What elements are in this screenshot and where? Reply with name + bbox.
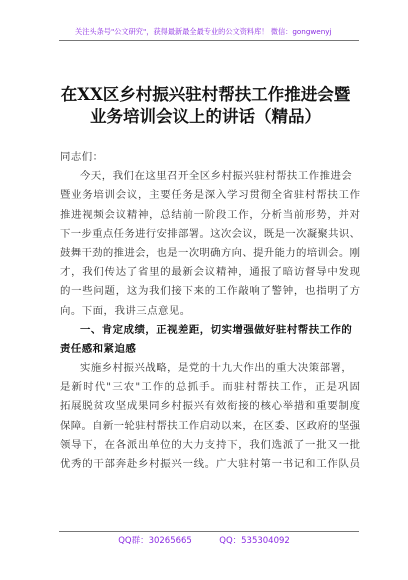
body-line: 实施乡村振兴战略，是党的十九大作出的重大决策部署， [80,362,353,375]
title-line-1: 在XX区乡村振兴驻村帮扶工作推进会暨 [60,85,351,104]
title-line-2: 业务培训会议上的讲话（精品） [90,107,321,126]
document-title [48,84,363,128]
body-line: 暨业务培训会议，主要任务是深入学习贯彻全省驻村帮扶工作 [60,189,360,202]
header-banner: 关注头条号"公文研究"，获得最新最全最专业的公文资料库！ 微信：gongwenyj [75,27,332,36]
footer-divider [59,531,359,532]
body-line: 拓展脱贫攻坚成果同乡村振兴有效衔接的核心举措和重要制度 [60,400,360,413]
body-line: 是新时代"三农"工作的总抓手。而驻村帮扶工作，正是巩固 [60,381,360,394]
salutation: 同志们： [60,151,104,163]
body-line: 鼓舞干劲的推进会，也是一次明确方向、提升能力的培训会。刚 [60,246,360,259]
footer-qq-group: QQ群：30265665 [118,536,192,546]
body-line: 今天，我们在这里召开全区乡村振兴驻村帮扶工作推进会 [80,170,353,183]
section-heading: 责任感和紧迫感 [60,342,137,355]
body-line: 的一些问题，这为我们接下来的工作敲响了警钟，也指明了方 [60,285,360,298]
section-heading: 一、肯定成绩，正视差距，切实增强做好驻村帮扶工作的 [80,323,353,336]
body-line: 下一步重点任务进行安排部署。这次会议，既是一次凝聚共识、 [60,227,360,240]
body-line: 领导下，在各派出单位的大力支持下，我们选派了一批又一批 [60,438,360,451]
body-line: 才，我们传达了省里的最新会议精神，通报了暗访督导中发现 [60,266,360,279]
header-divider [59,40,359,41]
document-body [60,148,360,474]
body-line: 保障。自新一轮驻村帮扶工作启动以来，在区委、区政府的坚强 [60,419,360,432]
body-line: 推进视频会议精神，总结前一阶段工作，分析当前形势，并对 [60,208,360,221]
body-line: 向。下面，我讲三点意见。 [60,304,191,317]
footer-qq: QQ：535304092 [219,536,290,546]
footer [0,534,408,546]
body-line: 优秀的干部奔赴乡村振兴一线。广大驻村第一书记和工作队员 [60,458,360,470]
